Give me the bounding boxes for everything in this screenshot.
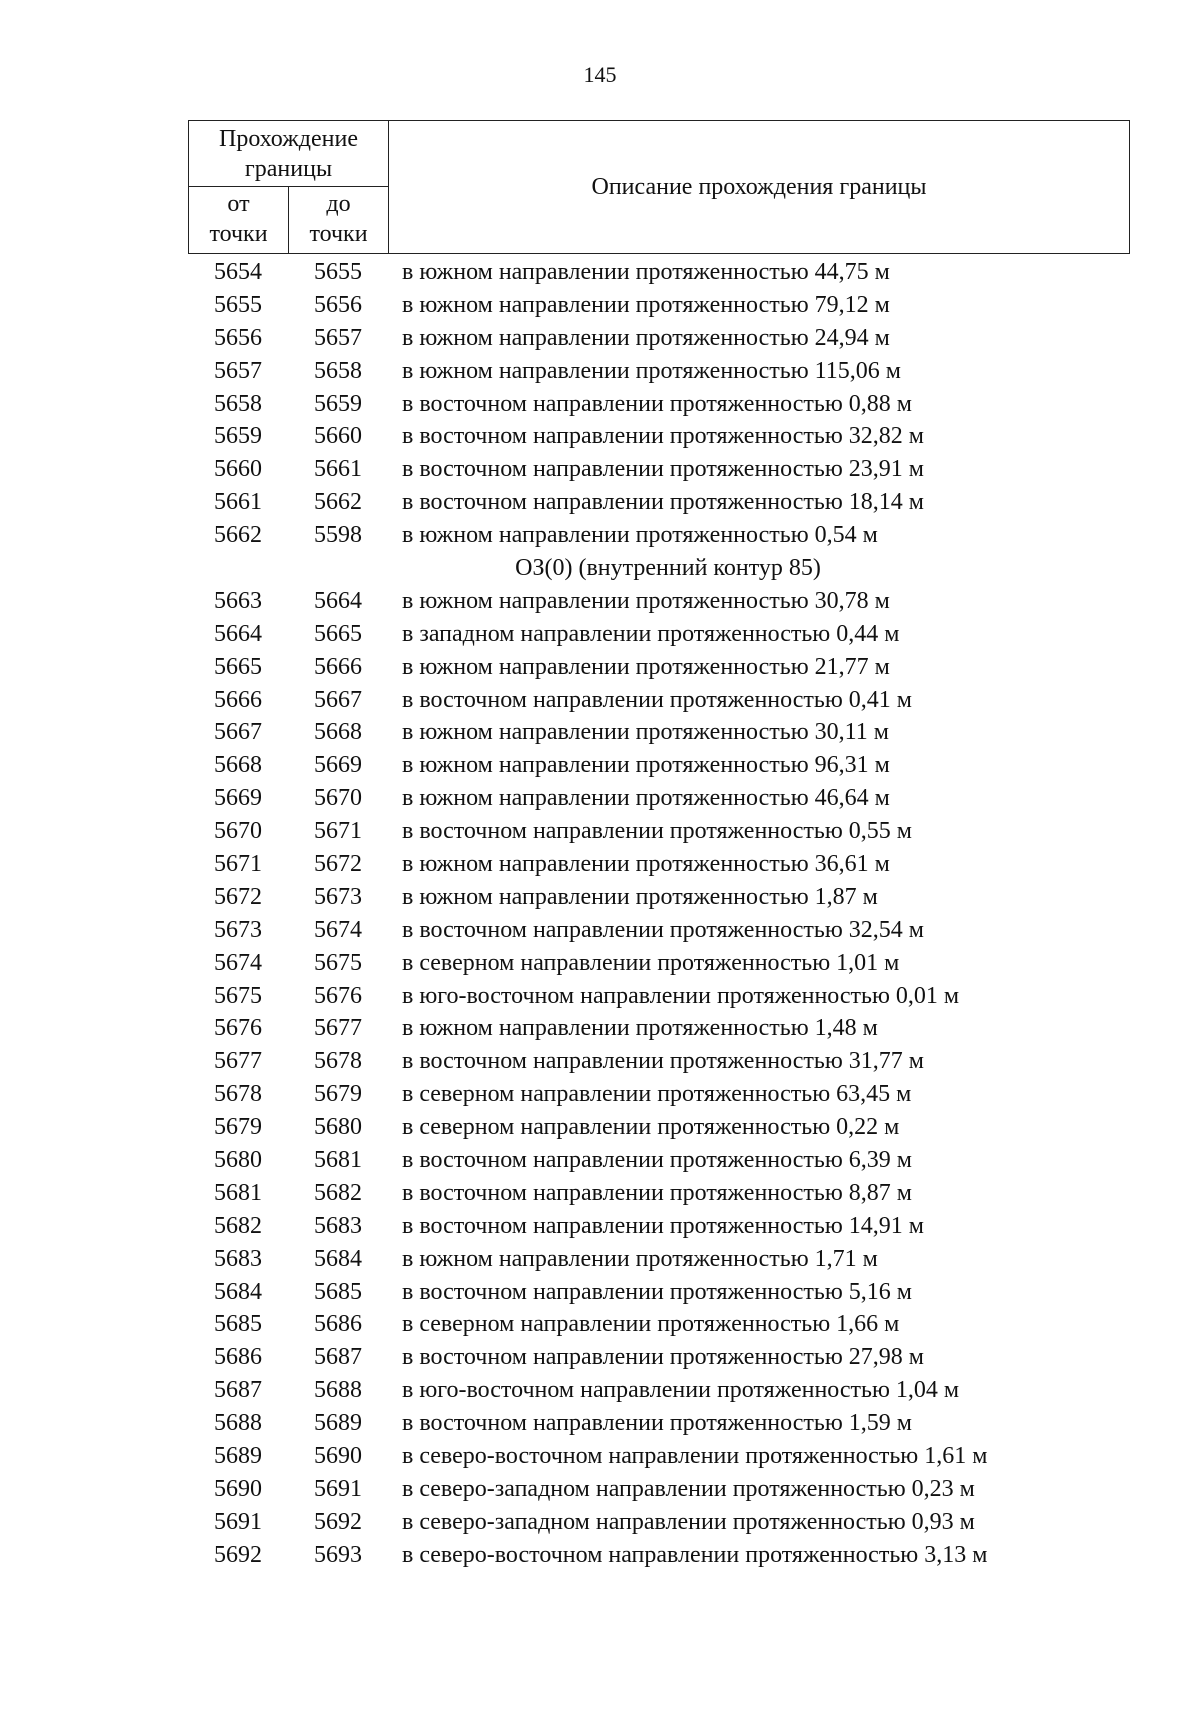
description-cell: в восточном направлении протяженностью 0,88 м [402,390,912,417]
description-cell: в северо-западном направлении протяженностью 0,93 м [402,1508,975,1535]
description-cell: в юго-восточном направлении протяженностью 0,01 м [402,982,960,1009]
table-row [188,322,1148,355]
description-cell: в восточном направлении протяженностью 32,82 м [402,423,924,450]
from-point-cell: 5658 [214,390,262,417]
from-point-cell: 5666 [214,686,262,713]
description-cell: в восточном направлении протяженностью 18,14 м [402,489,924,516]
table-row [188,684,1148,717]
description-cell: в южном направлении протяженностью 79,12 м [402,291,890,318]
header-boundary-passage [189,121,389,187]
header-to-point [289,187,389,253]
table-header [188,120,1130,254]
description-cell: в южном направлении протяженностью 1,71 м [402,1245,878,1272]
description-cell: в западном направлении протяженностью 0,44 м [402,620,900,647]
description-cell: в южном направлении протяженностью 24,94 м [402,324,890,351]
description-cell: в южном направлении протяженностью 46,64 м [402,785,890,812]
description-cell: в восточном направлении протяженностью 31,77 м [402,1048,924,1075]
header-from-point [189,187,289,253]
description-cell: в восточном направлении протяженностью 0,55 м [402,818,912,845]
to-point-cell: 5669 [314,752,362,779]
to-point-cell: 5672 [314,850,362,877]
to-point-cell: 5659 [314,390,362,417]
to-point-cell: 5676 [314,982,362,1009]
table-row [188,782,1148,815]
description-cell: в восточном направлении протяженностью 8,87 м [402,1179,912,1206]
header-description: Описание прохождения границы [591,173,927,200]
from-point-cell: 5683 [214,1245,262,1272]
from-point-cell: 5690 [214,1475,262,1502]
table-row [188,1177,1148,1210]
table-row [188,1243,1148,1276]
table-row [188,1276,1148,1309]
from-point-cell: 5686 [214,1344,262,1371]
to-point-cell: 5656 [314,291,362,318]
table-row [188,453,1148,486]
from-point-cell: 5659 [214,423,262,450]
table-row [188,914,1148,947]
table-row [188,256,1148,289]
from-point-cell: 5679 [214,1114,262,1141]
table-row [188,1506,1148,1539]
description-cell: в южном направлении протяженностью 30,78 м [402,587,890,614]
description-cell: в южном направлении протяженностью 1,87 м [402,883,878,910]
table-row [188,618,1148,651]
from-point-cell: 5661 [214,489,262,516]
from-point-cell: 5689 [214,1443,262,1469]
to-point-cell: 5665 [314,620,362,647]
description-cell: в южном направлении протяженностью 21,77 м [402,653,890,680]
to-point-cell: 5661 [314,456,362,483]
from-point-cell: 5691 [214,1508,262,1535]
to-point-cell: 5693 [314,1541,362,1568]
table-row [188,1539,1148,1572]
table-row [188,420,1148,453]
to-point-cell: 5679 [314,1081,362,1108]
from-point-cell: 5657 [214,357,262,384]
table-row [188,716,1148,749]
to-point-cell: 5677 [314,1015,362,1042]
description-cell: в восточном направлении протяженностью 32,54 м [402,916,924,943]
description-cell: в восточном направлении протяженностью 6,39 м [402,1146,912,1173]
from-point-cell: 5677 [214,1048,262,1075]
to-point-cell: 5660 [314,423,362,450]
description-cell: в восточном направлении протяженностью 1,59 м [402,1410,912,1437]
from-point-cell: 5671 [214,850,262,877]
from-point-cell: 5668 [214,752,262,779]
from-point-cell: 5682 [214,1212,262,1239]
from-point-cell: 5662 [214,522,262,549]
from-point-cell: 5654 [214,258,262,285]
table-row [188,289,1148,322]
table-row [188,1309,1148,1342]
to-point-cell: 5692 [314,1508,362,1535]
description-cell: в восточном направлении протяженностью 5,16 м [402,1278,912,1305]
description-cell: в восточном направлении протяженностью 0,41 м [402,686,912,713]
from-point-cell: 5687 [214,1377,262,1404]
table-row [188,519,1148,552]
from-point-cell: 5675 [214,982,262,1009]
table-row [188,1111,1148,1144]
table-row [188,388,1148,421]
description-cell: в южном направлении протяженностью 115,06 м [402,357,901,384]
header-from-line1: от [227,191,250,217]
table-row [188,1440,1148,1473]
to-point-cell: 5655 [314,258,362,285]
to-point-cell: 5674 [314,916,362,943]
description-cell: в юго-восточном направлении протяженностью 1,04 м [402,1377,960,1404]
from-point-cell: 5681 [214,1179,262,1206]
from-point-cell: 5692 [214,1541,262,1568]
to-point-cell: 5683 [314,1212,362,1239]
from-point-cell: 5656 [214,324,262,351]
to-point-cell: 5687 [314,1344,362,1371]
to-point-cell: 5690 [314,1443,362,1469]
to-point-cell: 5662 [314,489,362,516]
description-cell: в северном направлении протяженностью 63,45 м [402,1081,912,1108]
from-point-cell: 5688 [214,1410,262,1437]
from-point-cell: 5669 [214,785,262,812]
table-row [188,1341,1148,1374]
description-cell: в северо-восточном направлении протяженностью 3,13 м [402,1541,988,1568]
table-row [188,651,1148,684]
header-to-line1: до [326,191,351,217]
description-cell: в южном направлении протяженностью 36,61 м [402,850,890,877]
from-point-cell: 5673 [214,916,262,943]
table-row [188,848,1148,881]
table-row [188,486,1148,519]
table-row [188,585,1148,618]
table-row [188,1012,1148,1045]
description-cell: в южном направлении протяженностью 96,31 м [402,752,890,779]
header-boundary-passage-line1: Прохождение [218,126,358,152]
from-point-cell: 5665 [214,653,262,680]
to-point-cell: 5598 [314,522,362,549]
from-point-cell: 5670 [214,818,262,845]
to-point-cell: 5668 [314,719,362,746]
table-row [188,1210,1148,1243]
table-row [188,1473,1148,1506]
section-title: ОЗ(0) (внутренний контур 85) [515,554,821,581]
to-point-cell: 5675 [314,949,362,976]
description-cell: в северном направлении протяженностью 0,22 м [402,1114,900,1141]
from-point-cell: 5676 [214,1015,262,1042]
header-from-line2: точки [209,221,268,247]
table-row [188,1144,1148,1177]
to-point-cell: 5666 [314,653,362,680]
description-cell: в северном направлении протяженностью 1,01 м [402,949,900,976]
to-point-cell: 5691 [314,1475,362,1502]
to-point-cell: 5671 [314,818,362,845]
page-number: 145 [583,62,617,87]
to-point-cell: 5657 [314,324,362,351]
from-point-cell: 5684 [214,1278,262,1305]
to-point-cell: 5680 [314,1114,362,1141]
description-cell: в южном направлении протяженностью 30,11 м [402,719,889,746]
table-body [188,256,1148,1572]
header-to-line2: точки [309,221,368,247]
table-row [188,815,1148,848]
table-row [188,1045,1148,1078]
from-point-cell: 5660 [214,456,262,483]
to-point-cell: 5673 [314,883,362,910]
to-point-cell: 5681 [314,1146,362,1173]
from-point-cell: 5664 [214,620,262,647]
table-row [188,1078,1148,1111]
from-point-cell: 5655 [214,291,262,318]
description-cell: в восточном направлении протяженностью 27,98 м [402,1344,924,1371]
table-row [188,1407,1148,1440]
table-row [188,749,1148,782]
table-row [188,980,1148,1013]
description-cell: в южном направлении протяженностью 44,75 м [402,258,890,285]
from-point-cell: 5663 [214,587,262,614]
description-cell: в северном направлении протяженностью 1,66 м [402,1311,900,1338]
from-point-cell: 5678 [214,1081,262,1108]
table-row [188,1374,1148,1407]
description-cell: в северо-западном направлении протяженностью 0,23 м [402,1475,975,1502]
table-row [188,355,1148,388]
to-point-cell: 5670 [314,785,362,812]
to-point-cell: 5689 [314,1410,362,1437]
from-point-cell: 5680 [214,1146,262,1173]
description-cell: в восточном направлении протяженностью 23,91 м [402,456,924,483]
to-point-cell: 5684 [314,1245,362,1272]
from-point-cell: 5672 [214,883,262,910]
to-point-cell: 5682 [314,1179,362,1206]
table-row [188,881,1148,914]
table-row [188,947,1148,980]
to-point-cell: 5686 [314,1311,362,1338]
description-cell: в восточном направлении протяженностью 14,91 м [402,1212,924,1239]
to-point-cell: 5667 [314,686,362,713]
description-cell: в северо-восточном направлении протяженностью 1,61 м [402,1443,988,1469]
to-point-cell: 5664 [314,587,362,614]
from-point-cell: 5685 [214,1311,262,1338]
header-boundary-passage-line2: границы [244,156,333,182]
description-cell: в южном направлении протяженностью 1,48 м [402,1015,878,1042]
to-point-cell: 5685 [314,1278,362,1305]
to-point-cell: 5658 [314,357,362,384]
from-point-cell: 5674 [214,949,262,976]
to-point-cell: 5688 [314,1377,362,1404]
description-cell: в южном направлении протяженностью 0,54 м [402,522,878,549]
to-point-cell: 5678 [314,1048,362,1075]
from-point-cell: 5667 [214,719,262,746]
